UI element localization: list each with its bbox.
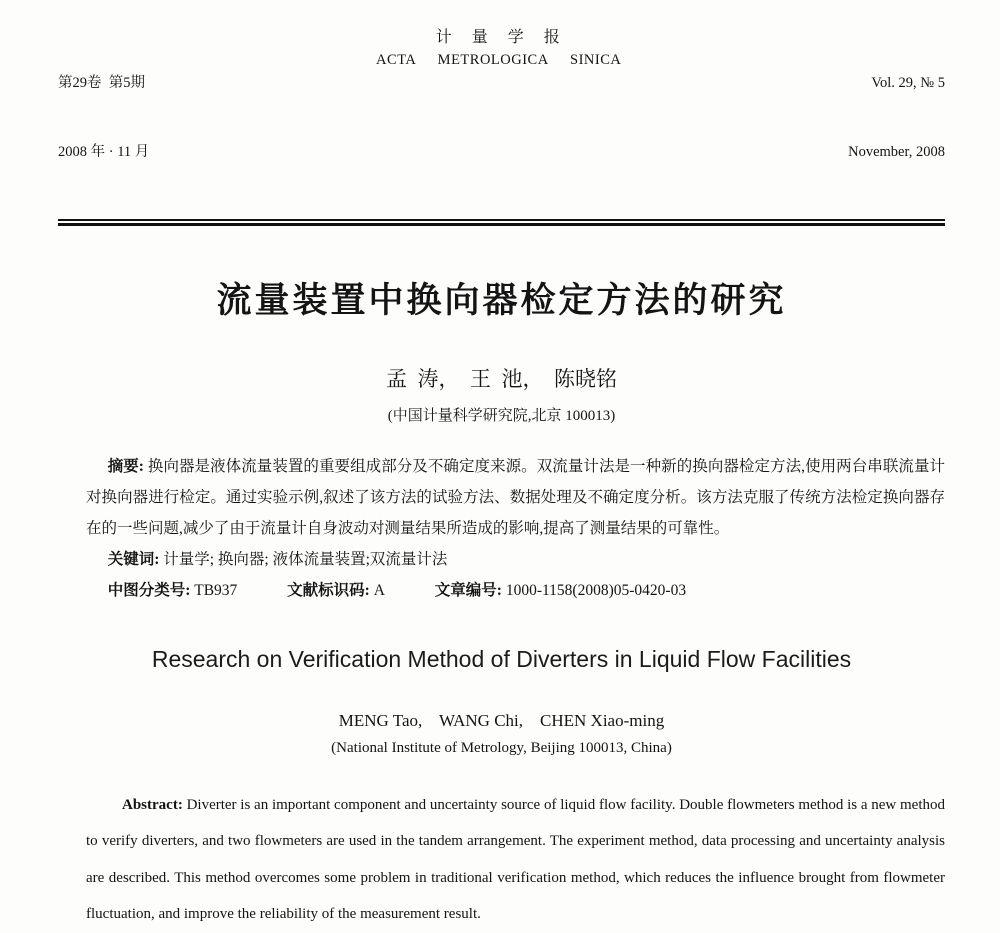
header-issue-info bbox=[58, 26, 149, 210]
doc-code-label: 文献标识码: bbox=[287, 581, 370, 599]
header-volume-info bbox=[848, 26, 945, 210]
clc-number bbox=[108, 582, 238, 599]
keywords-cn-label: 关键词: bbox=[107, 550, 160, 568]
volume-issue-cn: 第29卷 第5期 bbox=[58, 75, 145, 91]
journal-name bbox=[149, 26, 848, 72]
date-en: November, 2008 bbox=[848, 144, 945, 160]
clc-label: 中图分类号: bbox=[107, 581, 191, 599]
date-cn: 2008 年 · 11 月 bbox=[58, 144, 150, 160]
article-id-label: 文章编号: bbox=[434, 581, 502, 599]
chinese-front-matter bbox=[86, 451, 945, 606]
journal-header bbox=[58, 26, 945, 210]
paper-title-en: Research on Verification Method of Diverters in Liquid Flow Facilities bbox=[151, 645, 852, 672]
abstract-cn bbox=[86, 451, 945, 544]
volume-issue-en: Vol. 29, № 5 bbox=[871, 75, 945, 91]
clc-value: TB937 bbox=[190, 581, 238, 599]
document-code bbox=[287, 582, 385, 599]
header-divider bbox=[58, 219, 945, 226]
abstract-en-label: Abstract: bbox=[122, 796, 183, 813]
keywords-cn bbox=[86, 544, 945, 575]
affiliation-en: (National Institute of Metrology, Beijing 100013, China) bbox=[331, 739, 672, 756]
article-id-value: 1000-1158(2008)05-0420-03 bbox=[501, 581, 687, 599]
doc-code-value: A bbox=[369, 581, 385, 599]
abstract-en bbox=[86, 787, 945, 933]
abstract-cn-label: 摘要: bbox=[107, 457, 144, 475]
abstract-cn-text: 换向器是液体流量装置的重要组成部分及不确定度来源。双流量计法是一种新的换向器检定方法,使用两台串联流量计对换向器进行检定。通过实验示例,叙述了该方法的试验方法、数据处理及不确定度分析。该方法克服了传统方法检定换向器存在的一些问题,减少了由于流量计自身波动对测量结果所造成的影响,提高了测量结果的可靠性。 bbox=[86, 457, 945, 537]
journal-name-en: ACTA METROLOGICA SINICA bbox=[376, 52, 622, 68]
affiliation-cn: (中国计量科学研究院,北京 100013) bbox=[387, 407, 616, 424]
keywords-cn-text: 计量学; 换向器; 液体流量装置;双流量计法 bbox=[159, 550, 448, 568]
journal-name-cn: 计 量 学 报 bbox=[435, 29, 562, 46]
abstract-en-text: Diverter is an important component and uncertainty source of liquid flow facility. Double flowmeters method is a new method to verify diverters, and two flowmeters are used in the tandem arrangement. The experiment method, data processing and uncertainty analysis are described. This method overcomes some problem in traditional verification method, which reduces the influence brought from flowmeter fluctuation, and improve the reliability of the measurement result. bbox=[86, 796, 945, 922]
authors-cn: 孟 涛， 王 池， 陈晓铭 bbox=[386, 366, 617, 391]
authors-en: MENG Tao, WANG Chi, CHEN Xiao-ming bbox=[338, 710, 665, 730]
article-id bbox=[435, 582, 686, 599]
classification-line bbox=[86, 575, 945, 606]
paper-title-cn: 流量装置中换向器检定方法的研究 bbox=[216, 280, 787, 320]
